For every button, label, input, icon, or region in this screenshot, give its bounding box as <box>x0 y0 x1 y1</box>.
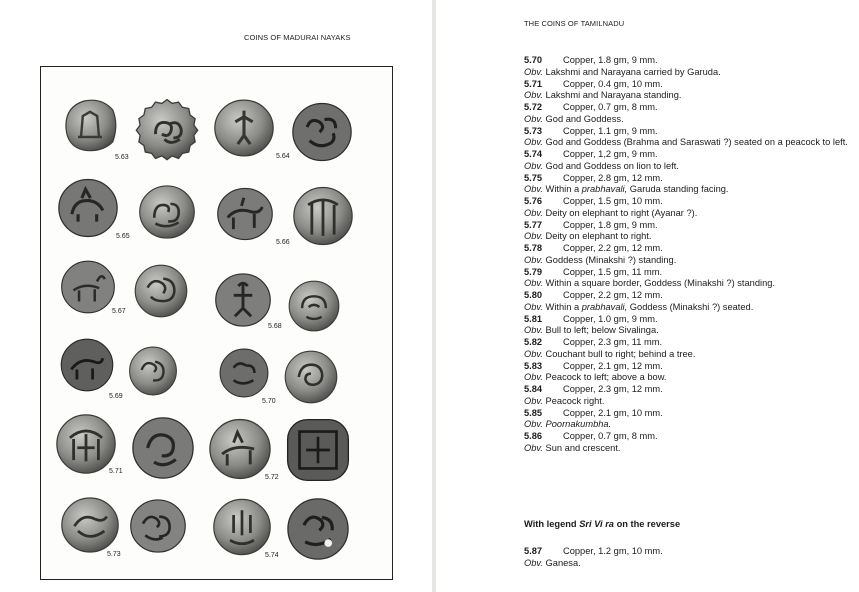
obverse-line <box>524 137 854 149</box>
entry-spec: Copper, 2.1 gm, 12 mm. <box>563 360 663 371</box>
catalogue-entry <box>524 126 854 150</box>
entry-number: 5.71 <box>524 78 543 89</box>
obverse-label: Obv. <box>524 90 543 101</box>
obverse-text: Goddess (Minakshi ?) seated. <box>627 301 754 312</box>
coin-photo <box>58 259 118 315</box>
entry-spec: Copper, 2.3 gm, 12 mm. <box>563 384 663 394</box>
entry-spec: Copper, 2.1 gm, 10 mm. <box>563 407 663 418</box>
obverse-text: God and Goddess (Brahma and Saraswati ?) seated on a peacock to left. <box>545 137 848 148</box>
entry-spec: Copper, 1.2 gm, 10 mm. <box>563 546 663 556</box>
catalogue-entry <box>524 361 854 385</box>
obverse-text: Deity on elephant to right (Ayanar ?). <box>545 207 698 218</box>
obverse-label: Obv. <box>524 348 543 359</box>
coin-photo <box>211 271 275 329</box>
coin-photo <box>131 263 191 319</box>
catalogue-entry <box>524 220 854 244</box>
coin-photo <box>59 95 121 155</box>
obverse-label: Obv. <box>524 160 543 171</box>
entry-number: 5.78 <box>524 243 543 253</box>
coin-number: 5.72 <box>265 474 279 481</box>
entry-number: 5.75 <box>524 172 543 183</box>
catalogue-entry <box>524 149 854 173</box>
obverse-text: Within a square border, Goddess (Minakshi ?) standing. <box>545 278 775 289</box>
catalogue-entry <box>524 102 854 126</box>
entry-number: 5.77 <box>524 219 543 230</box>
coin-photo <box>285 417 351 483</box>
obverse-line <box>524 161 854 173</box>
obverse-text: Garuda standing facing. <box>627 184 729 195</box>
coin-photo <box>283 349 339 405</box>
legend-heading-italic: Sri Vi ra <box>579 519 614 529</box>
coin-photo <box>285 497 351 561</box>
coin-photo <box>127 497 189 555</box>
coin-photo <box>55 411 117 477</box>
entry-number: 5.74 <box>524 149 543 159</box>
obverse-line <box>524 208 854 220</box>
coin-number: 5.70 <box>262 398 276 405</box>
catalogue-entry <box>524 243 854 267</box>
coin-photo <box>134 183 200 241</box>
coin-catalogue <box>524 55 854 455</box>
coin-photo <box>211 97 277 159</box>
entry-number: 5.81 <box>524 313 543 324</box>
coin-number: 5.63 <box>115 154 129 161</box>
coin-photo <box>286 279 342 333</box>
obverse-label: Obv. <box>524 207 543 218</box>
obverse-line <box>524 255 854 267</box>
obverse-line <box>524 231 854 243</box>
catalogue-entry <box>524 173 854 197</box>
running-header: COINS OF MADURAI NAYAKS <box>244 33 351 42</box>
obverse-line <box>524 114 854 126</box>
obverse-label: Obv. <box>524 137 543 148</box>
obverse-text: Deity on elephant to right. <box>545 231 652 242</box>
coin-photo <box>217 347 271 399</box>
obverse-text: Bull to left; below Sivalinga. <box>545 325 659 336</box>
obverse-line <box>524 349 854 361</box>
coin-number: 5.74 <box>265 552 279 559</box>
entry-spec: Copper, 1.5 gm, 10 mm. <box>563 196 663 206</box>
catalogue-entry <box>524 196 854 220</box>
legend-heading-text: on the reverse <box>613 519 681 529</box>
obverse-label: Obv. <box>524 278 543 289</box>
entry-spec: Copper, 1.8 gm, 9 mm. <box>563 55 658 65</box>
obverse-line <box>524 372 854 384</box>
coin-plate <box>40 66 393 580</box>
entry-spec: Copper, 1.8 gm, 9 mm. <box>563 219 658 230</box>
coin-photo <box>57 495 123 555</box>
obverse-line <box>524 90 854 102</box>
obverse-label: Obv. <box>524 254 543 265</box>
coin-number: 5.71 <box>109 468 123 475</box>
obverse-text: God and Goddess. <box>545 113 624 124</box>
obverse-text: Within a <box>545 184 582 195</box>
obverse-line <box>524 278 854 290</box>
entry-number: 5.84 <box>524 384 543 394</box>
coin-photo <box>207 417 273 481</box>
catalogue-entry <box>524 408 854 432</box>
entry-spec: Copper, 1.5 gm, 11 mm. <box>563 266 663 277</box>
legend-heading <box>524 519 680 529</box>
legend-heading-text: With legend <box>524 519 580 529</box>
obverse-line <box>524 302 854 314</box>
entry-spec: Copper, 0.7 gm, 8 mm. <box>563 102 658 112</box>
coin-photo <box>131 415 195 481</box>
catalogue-entry <box>524 267 854 291</box>
catalogue-entry <box>524 79 854 103</box>
obverse-label: Obv. <box>524 113 543 124</box>
coin-photo <box>134 97 200 161</box>
entry-spec: Copper, 2.3 gm, 11 mm. <box>563 337 663 347</box>
obverse-italic-term: prabhavali, <box>581 301 628 312</box>
entry-number: 5.80 <box>524 290 543 300</box>
coin-number: 5.65 <box>116 233 130 240</box>
catalogue-entry <box>524 431 854 455</box>
obverse-line <box>524 443 854 455</box>
entry-number: 5.83 <box>524 360 543 371</box>
running-header: THE COINS OF TAMILNADU <box>524 19 625 28</box>
obverse-label: Obv. <box>524 442 543 453</box>
coin-number: 5.67 <box>112 308 126 315</box>
obverse-line <box>524 67 854 79</box>
entry-spec: Copper, 2.2 gm, 12 mm. <box>563 290 663 300</box>
coin-photo <box>290 185 356 247</box>
coin-number: 5.73 <box>107 551 121 558</box>
coin-number: 5.69 <box>109 393 123 400</box>
obverse-label: Obv. <box>524 301 543 312</box>
entry-spec: Copper, 1.0 gm, 9 mm. <box>563 313 658 324</box>
catalogue-entry <box>524 314 854 338</box>
coin-photo <box>289 101 355 163</box>
coin-number: 5.68 <box>268 323 282 330</box>
entry-number: 5.79 <box>524 266 543 277</box>
coin-number: 5.66 <box>276 239 290 246</box>
coin-photo <box>57 177 119 239</box>
obverse-label: Obv. <box>524 231 543 242</box>
coin-photo <box>209 185 281 243</box>
obverse-label: Obv. <box>524 372 543 383</box>
entry-spec: Copper, 1.1 gm, 9 mm. <box>563 125 658 136</box>
catalogue-entry <box>524 290 854 314</box>
obverse-label: Obv. <box>524 66 543 77</box>
obverse-line <box>524 396 854 408</box>
catalogue-entry <box>524 337 854 361</box>
obverse-label: Obv. <box>524 325 543 336</box>
obverse-line <box>524 184 854 196</box>
obverse-text: Peacock to left; above a bow. <box>545 372 667 383</box>
obverse-text: Couchant bull to right; behind a tree. <box>545 348 696 359</box>
entry-spec: Copper, 2.2 gm, 12 mm. <box>563 243 663 253</box>
coin-photo <box>211 497 273 557</box>
right-page <box>436 0 859 592</box>
entry-number: 5.70 <box>524 55 543 65</box>
obverse-text: Lakshmi and Narayana carried by Garuda. <box>545 66 721 77</box>
obverse-text: Lakshmi and Narayana standing. <box>545 90 682 101</box>
obverse-label: Obv. <box>524 395 543 406</box>
entry-number: 5.76 <box>524 196 543 206</box>
obverse-text: God and Goddess on lion to left. <box>545 160 679 171</box>
entry-spec: Copper, 1,2 gm, 9 mm. <box>563 149 658 159</box>
entry-spec: Copper, 0.4 gm, 10 mm. <box>563 78 663 89</box>
entry-number: 5.85 <box>524 407 543 418</box>
obverse-text: Goddess (Minakshi ?) standing. <box>545 254 677 265</box>
obverse-label: Obv. <box>524 557 543 568</box>
entry-spec: Copper, 0.7 gm, 8 mm. <box>563 431 658 441</box>
obverse-text: Ganesa. <box>545 557 581 568</box>
entry-number: 5.82 <box>524 337 543 347</box>
entry-spec: Copper, 2.8 gm, 12 mm. <box>563 172 663 183</box>
coin-number: 5.64 <box>276 153 290 160</box>
obverse-label: Obv. <box>524 184 543 195</box>
catalogue-entry <box>524 55 854 79</box>
obverse-line <box>524 325 854 337</box>
obverse-label: Obv. <box>524 419 543 430</box>
entry-number: 5.73 <box>524 125 543 136</box>
obverse-italic-term: Poornakumbha. <box>545 419 612 430</box>
entry-number: 5.86 <box>524 431 543 441</box>
obverse-text: Peacock right. <box>545 395 605 406</box>
obverse-italic-term: prabhavali, <box>581 184 628 195</box>
obverse-text: Within a <box>545 301 582 312</box>
obverse-line <box>524 419 854 431</box>
obverse-text: Sun and crescent. <box>545 442 621 453</box>
catalogue-entry <box>524 546 663 570</box>
coin-photo <box>59 337 115 393</box>
entry-number: 5.72 <box>524 102 543 112</box>
coin-photo <box>127 343 179 399</box>
catalogue-entry <box>524 384 854 408</box>
entry-number: 5.87 <box>524 546 543 556</box>
